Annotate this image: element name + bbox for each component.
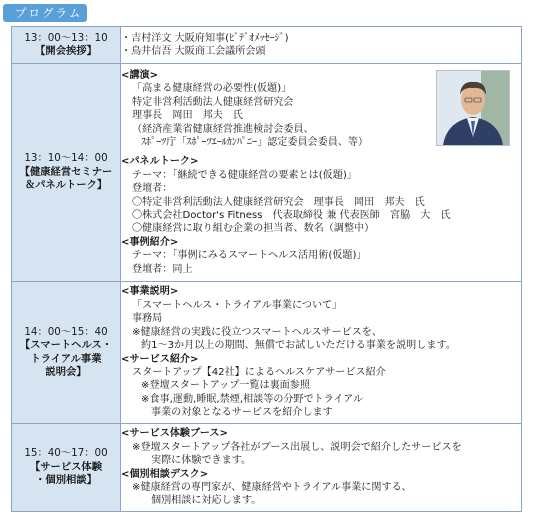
time-range: 15：40～17：00 [24, 447, 108, 460]
lecture-title: 「高まる健康経営の必要性(仮題)」 [132, 83, 292, 95]
section-heading-consult: <個別相談デスク> [121, 468, 209, 480]
services-note: 事業の対象となるサービスを紹介します [151, 407, 333, 419]
content-cell [121, 282, 522, 424]
speaker-role: （経済産業省健康経営推進検討会委員、 [132, 123, 314, 135]
session-label: 【スマートヘルス・ [19, 339, 113, 351]
consult-note: ※健康経営の専門家が、健康経営やトライアル事業に関する、 [132, 481, 412, 493]
section-heading-business: <事業説明> [121, 286, 179, 298]
content-cell [121, 27, 522, 64]
time-cell [12, 27, 121, 64]
booth-note: ※登壇スタートアップ各社がブース出展し、説明会で紹介したサービスを [132, 441, 462, 453]
program-row-briefing [12, 282, 522, 424]
section-heading-booth: <サービス体験ブース> [121, 428, 228, 440]
services-note: ※登壇スタートアップ一覧は裏面参照 [141, 380, 310, 392]
program-row-opening [12, 27, 522, 64]
speaker-name: 理事長 岡田 邦夫 氏 [132, 110, 244, 122]
program-table [11, 26, 522, 512]
consult-note: 個別相談に対応します。 [151, 495, 262, 507]
section-heading-lecture: <講演> [121, 69, 159, 81]
session-label: ＆パネルトーク】 [24, 179, 108, 192]
section-heading-case: <事例紹介> [121, 236, 179, 248]
content-cell [121, 64, 522, 282]
panel-theme: テーマ：「継続できる健康経営の要素とは(仮題)」 [132, 169, 357, 181]
speaker-photo [436, 70, 510, 146]
session-label: トライアル事業 [30, 352, 102, 365]
business-note: 約1～3か月以上の期間、無償でお試しいただける事業を説明します。 [141, 340, 456, 352]
program-header: プログラム [3, 4, 87, 22]
time-cell [12, 424, 121, 512]
content-cell [121, 424, 522, 512]
time-cell [12, 282, 121, 424]
time-range: 13：10～14：00 [24, 152, 108, 165]
panelist: 〇健康経営に取り組む企業の担当者、数名（調整中） [132, 223, 375, 235]
speaker-line: ・鳥井信吾 大阪商工会議所会頭 [121, 46, 266, 57]
panel-speakers-label: 登壇者： [132, 183, 173, 195]
time-range: 13：00～13：10 [24, 31, 108, 44]
business-note: ※健康経営の実践に役立つスマートヘルスサービスを、 [132, 326, 382, 338]
time-cell [12, 64, 121, 282]
session-label: 説明会】 [45, 366, 87, 378]
speaker-org: 特定非営利活動法人健康経営研究会 [132, 96, 294, 108]
case-theme: テーマ：「事例にみるスマートヘルス活用術(仮題)」 [132, 250, 367, 262]
business-title: 「スマートヘルス・トライアル事業について」 [132, 299, 343, 311]
booth-note: 実際に体験できます。 [151, 455, 252, 467]
session-label: 【開会挨拶】 [35, 45, 97, 57]
program-row-experience [12, 424, 522, 512]
section-heading-services: <サービス紹介> [121, 353, 199, 365]
panelist: 〇株式会社Doctor's Fitness 代表取締役 兼 代表医師 宮脇 大 氏 [132, 210, 451, 222]
case-speakers: 登壇者：同上 [132, 263, 193, 275]
panelist: 〇特定非営利活動法人健康経営研究会 理事長 岡田 邦夫 氏 [132, 196, 425, 208]
services-desc: スタートアップ【42社】によるヘルスケアサービス紹介 [132, 366, 386, 378]
session-label: ・個別相談】 [35, 474, 97, 487]
session-label: 【健康経営セミナー [19, 165, 113, 178]
section-heading-panel: <パネルトーク> [121, 156, 199, 168]
program-row-seminar [12, 64, 522, 282]
services-note: ※食事,運動,睡眠,禁煙,相談等の分野でトライアル [141, 393, 363, 405]
speaker-line: ・吉村洋文 大阪府知事(ﾋﾞﾃﾞｵﾒｯｾｰｼﾞ) [121, 32, 289, 44]
business-presenter: 事務局 [132, 313, 163, 325]
speaker-role: ｽﾎﾟｰﾂ庁「ｽﾎﾟｰﾂｴｰﾙｶﾝﾊﾟﾆｰ」認定委員会委員、等） [141, 136, 369, 148]
session-label: 【サービス体験 [29, 460, 103, 473]
time-range: 14：00～15：40 [24, 325, 108, 338]
